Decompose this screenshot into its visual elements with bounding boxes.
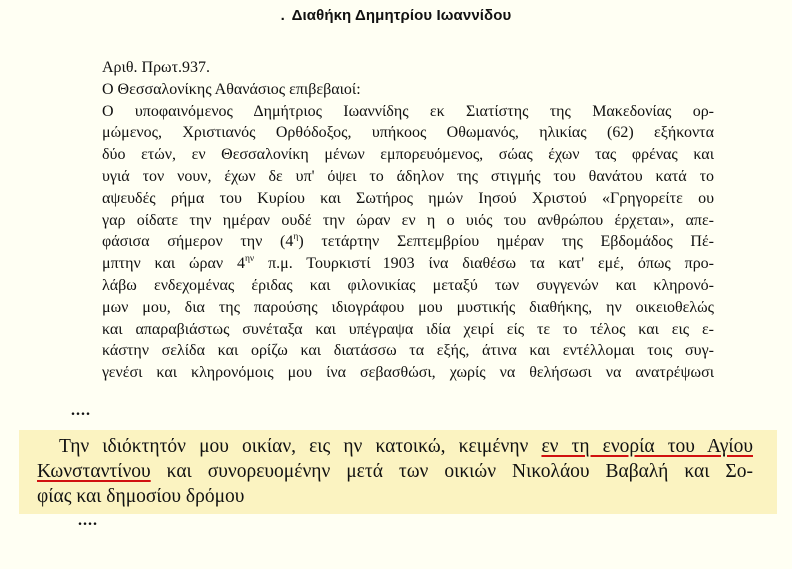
protocol-number-line: Αριθ. Πρωτ.937. xyxy=(102,59,211,76)
text-line-13: και απαραβιάστως συνέταξα και υπέγραψα ιδία χειρί είς τε το τέλος και εις ε- xyxy=(102,320,714,338)
title-dot: . xyxy=(280,7,285,24)
text-line-3: Ο υποφαινόμενος Δημήτριος Ιωαννίδης εκ Σιατίστης της Μακεδονίας ορ- xyxy=(102,102,714,120)
text-line-5: δύο ετών, εν Θεσσαλονίκη μένων εμπορευόμενος, σώας έχων τας φρένας και xyxy=(102,146,714,164)
will-body-text xyxy=(102,57,714,384)
text-line-10 xyxy=(102,253,714,275)
text-line-9-part-a: φάσισα σήμερον την (4 xyxy=(102,233,294,251)
document-title xyxy=(0,7,792,24)
text-line-7: αψευδές ρήμα του Κυρίου και Σωτήρος ημών Ιησού Χριστού «Γρηγορείτε ου xyxy=(102,189,714,207)
text-line-9 xyxy=(102,231,714,253)
excerpt-line-2 xyxy=(37,459,753,484)
text-line-15: γενέσι και κληρονόμοις μου ίνα σεβασθώσι, χωρίς να θελήσωσι να ανατρέψωσι xyxy=(102,364,714,382)
text-line-6: υγιά τον νουν, έχων δε υπ' όψει το άδηλον της στιγμής του θανάτου κατά το xyxy=(102,167,714,185)
excerpt-line-3: φίας και δημοσίου δρόμου xyxy=(37,486,245,507)
underlined-saint-name: Κωνσταντίνου xyxy=(37,461,151,482)
highlighted-excerpt xyxy=(37,434,753,509)
ordinal-superscript: η xyxy=(293,232,299,243)
text-line-12: μων μου, δια της παρούσης ιδιογράφου μου μυστικής διαθήκης, ην οικειοθελώς xyxy=(102,298,714,316)
ordinal-superscript: ην xyxy=(244,254,255,265)
text-line-11: λάβω ενδεχομένας έριδας και φιλονικίας μεταξύ των συγγενών και κληρονό- xyxy=(102,276,714,294)
text-line-10-part-b: π.μ. Τουρκιστί xyxy=(254,255,371,273)
underlined-parish-text: εν τη ενορία του Αγίου xyxy=(541,436,753,457)
omission-ellipsis: .... xyxy=(71,402,91,419)
text-line-10-part-c: 1903 ίνα διαθέσω τα κατ' εμέ, όπως προ- xyxy=(382,255,715,273)
text-line-14: κάστην σελίδα και ορίζω και διατάσσω τα εξής, άτινα και εντέλλομαι τοις συγ- xyxy=(102,342,714,360)
excerpt-line-2-text: και συνορευομένην μετά των οικιών Νικολάου Βαβαλή και Σο- xyxy=(150,461,753,482)
text-line-8: γαρ οίδατε την ημέραν ουδέ την ώραν εν η ο υιός του ανθρώπου έρχεται», απε- xyxy=(102,211,714,229)
text-line-10-part-a: μπτην και ώραν 4 xyxy=(102,255,245,273)
title-text: Διαθήκη Δημητρίου Ιωαννίδου xyxy=(291,7,512,24)
text-line-4: μώμενος, Χριστιανός Ορθόδοξος, υπήκοος Οθωμανός, ηλικίας (62) εξήκοντα xyxy=(102,124,714,142)
omission-ellipsis: .... xyxy=(78,512,98,529)
excerpt-line-1-text: Την ιδιόκτητόν μου οικίαν, εις ην κατοικώ, κειμένην xyxy=(59,436,542,457)
certification-line: Ο Θεσσαλονίκης Αθανάσιος επιβεβαιοί: xyxy=(102,80,361,98)
excerpt-line-1 xyxy=(37,434,753,459)
text-line-9-part-b: ) τετάρτην Σεπτεμβρίου ημέραν της Εβδομάδος Πέ- xyxy=(298,233,715,251)
